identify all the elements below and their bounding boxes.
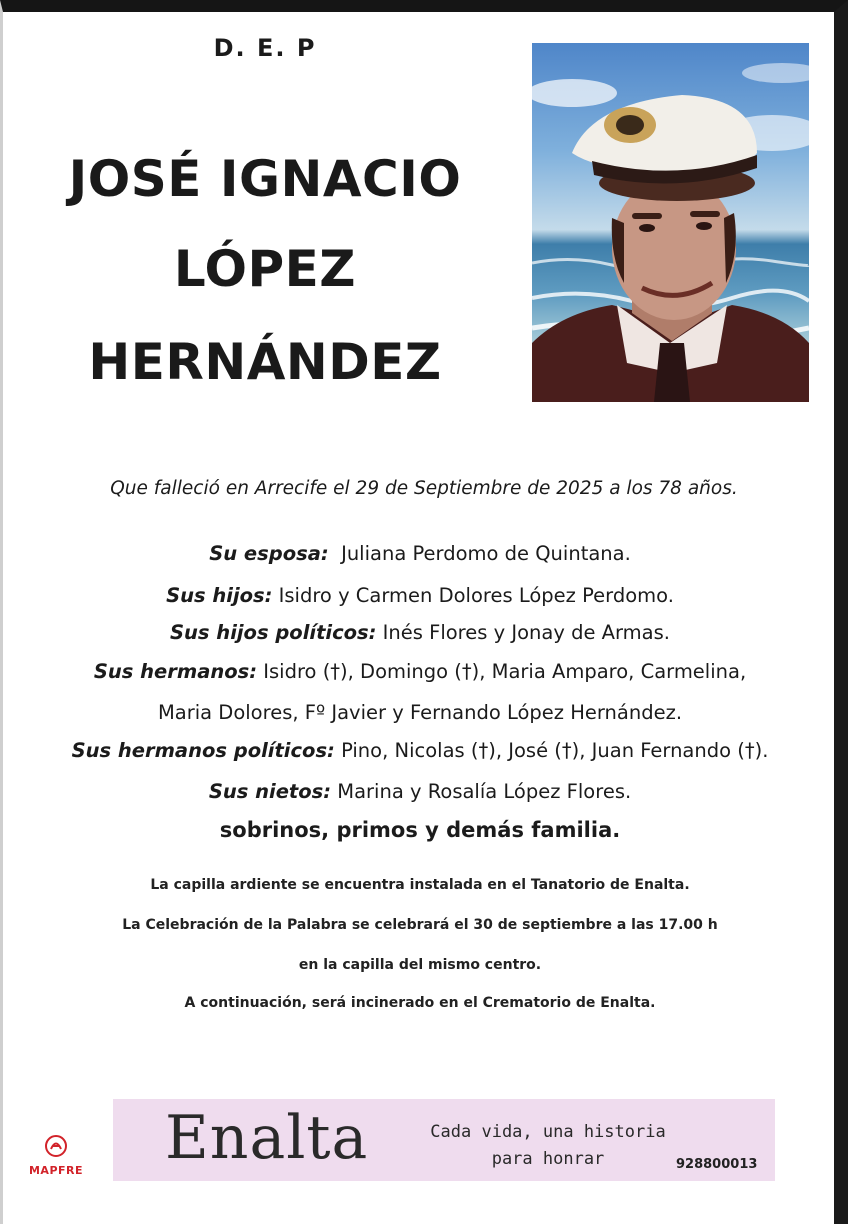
tagline-line1: Cada vida, una historia	[430, 1122, 666, 1142]
enalta-tagline	[403, 1119, 693, 1173]
children-in-law-label: Sus hijos políticos:	[169, 621, 377, 644]
tagline-line2: para honrar	[491, 1149, 605, 1169]
info-line-location: en la capilla del mismo centro.	[298, 957, 542, 973]
children-names: Isidro y Carmen Dolores López Perdomo.	[278, 584, 674, 607]
grandchildren-label: Sus nietos:	[208, 780, 332, 803]
enalta-logo: Enalta	[165, 1103, 369, 1173]
children-in-law-names: Inés Flores y Jonay de Armas.	[382, 621, 670, 644]
mapfre-logo	[10, 1134, 102, 1177]
mapfre-emblem-icon	[43, 1134, 69, 1158]
family-children	[0, 584, 840, 607]
deceased-name-line3: HERNÁNDEZ	[88, 333, 442, 391]
family-children-in-law	[0, 621, 840, 644]
family-grandchildren	[0, 780, 840, 803]
siblings-in-law-label: Sus hermanos políticos:	[71, 739, 335, 762]
deceased-name-line2: LÓPEZ	[173, 240, 357, 298]
info-line-cremation: A continuación, será incinerado en el Crematorio de Enalta.	[184, 995, 656, 1011]
death-notice: Que falleció en Arrecife el 29 de Septiembre de 2025 a los 78 años.	[110, 478, 738, 499]
siblings-label: Sus hermanos:	[93, 660, 258, 683]
siblings-names-2: Maria Dolores, Fº Javier y Fernando López Hernández.	[157, 701, 683, 724]
info-line-chapel: La capilla ardiente se encuentra instalada en el Tanatorio de Enalta.	[150, 877, 690, 893]
siblings-names-1: Isidro (†), Domingo (†), Maria Amparo, Carmelina,	[263, 660, 747, 683]
portrait-photo	[532, 43, 809, 402]
phone-number: 928800013	[676, 1157, 758, 1172]
family-siblings-in-law	[0, 739, 840, 762]
deceased-name-line1: JOSÉ IGNACIO	[68, 150, 462, 208]
info-line-ceremony: La Celebración de la Palabra se celebrará el 30 de septiembre a las 17.00 h	[122, 917, 718, 933]
spouse-names: Juliana Perdomo de Quintana.	[341, 542, 631, 565]
siblings-in-law-names: Pino, Nicolas (†), José (†), Juan Fernando (†).	[341, 739, 769, 762]
family-spouse	[0, 542, 840, 565]
family-others: sobrinos, primos y demás familia.	[219, 818, 621, 842]
children-label: Sus hijos:	[166, 584, 273, 607]
family-siblings-continued	[0, 701, 840, 724]
family-siblings	[0, 660, 840, 683]
enalta-banner	[113, 1099, 775, 1181]
grandchildren-names: Marina y Rosalía López Flores.	[337, 780, 632, 803]
spouse-label: Su esposa:	[209, 542, 329, 565]
mapfre-wordmark: MAPFRE	[28, 1164, 84, 1177]
dep-heading: D. E. P	[213, 34, 317, 62]
